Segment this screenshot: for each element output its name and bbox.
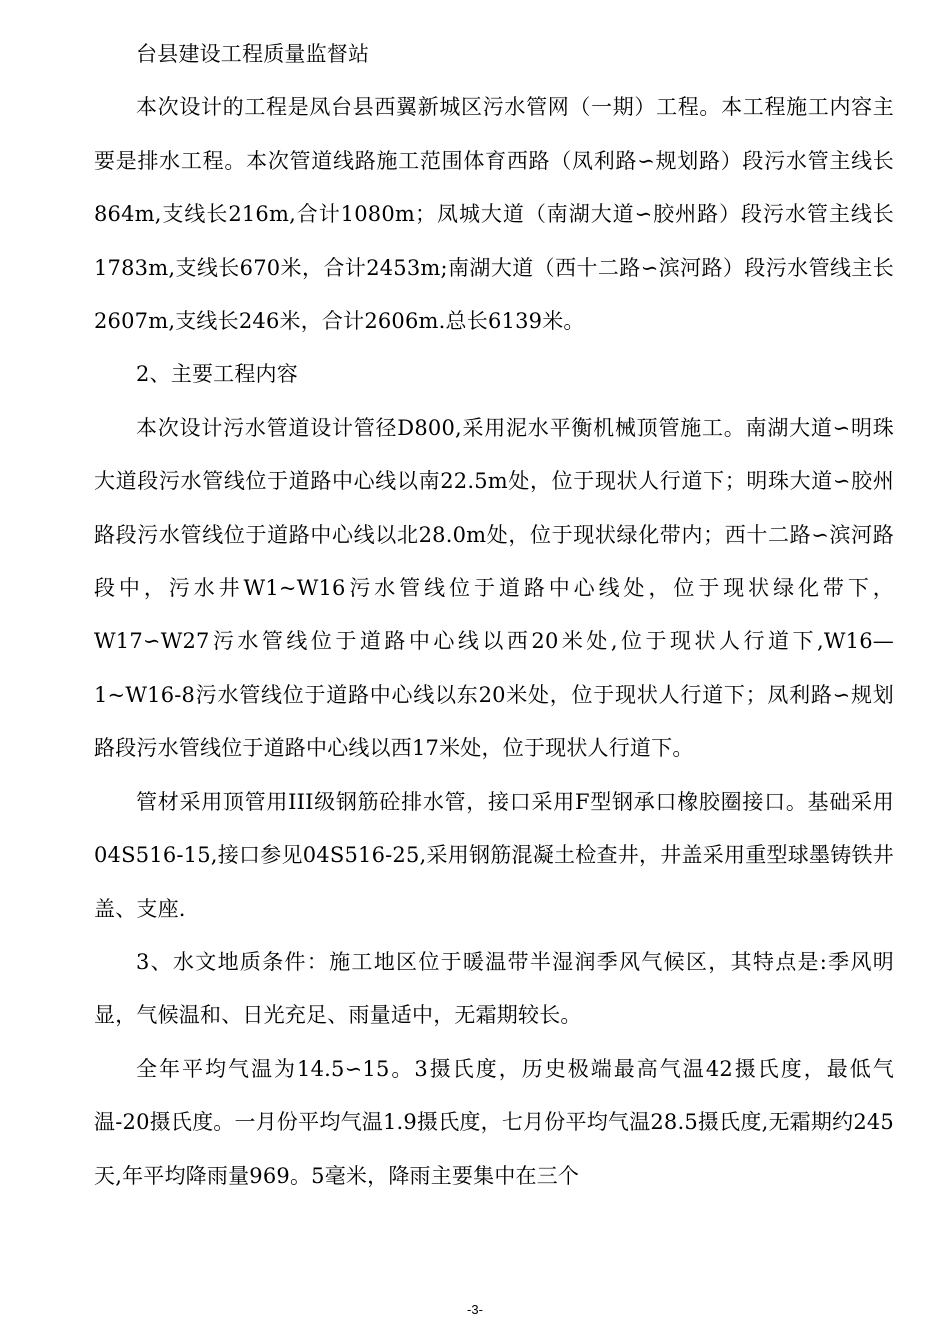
paragraph-hydrogeology: 3、水文地质条件：施工地区位于暖温带半湿润季风气候区，其特点是:季风明显，气候温和、日光充足、雨量适中，无霜期较长。 bbox=[94, 949, 894, 1028]
paragraph-climate: 全年平均气温为14.5∽15。3摄氏度，历史极端最高气温42摄氏度，最低气温-20摄氏度。一月份平均气温1.9摄氏度，七月份平均气温28.5摄氏度,无霜期约245天,年平均降雨量969。5毫米，降雨主要集中在三个 bbox=[94, 1056, 894, 1188]
paragraph-pipeline-design: 本次设计污水管道设计管径D800,采用泥水平衡机械顶管施工。南湖大道∽明珠大道段污水管线位于道路中心线以南22.5m处，位于现状人行道下；明珠大道∽胶州路段污水管线位于道路中心线以北28.0m处，位于现状绿化带内；西十二路∽滨河路段中，污水井W1~W16污水管线位于道路中心线处，位于现状绿化带下，W17∽W27污水管线位于道路中心线以西20米处,位于现状人行道下,W16—1~W16-8污水管线位于道路中心线以东20米处，位于现状人行道下；凤利路∽规划路段污水管线位于道路中心线以西17米处，位于现状人行道下。 bbox=[94, 415, 894, 761]
paragraph-project-overview: 本次设计的工程是凤台县西翼新城区污水管网（一期）工程。本工程施工内容主要是排水工程。本次管道线路施工范围体育西路（凤利路∽规划路）段污水管主线长864m,支线长216m,合计1080m；凤城大道（南湖大道∽胶州路）段污水管主线长1783m,支线长670米，合计2453m;南湖大道（西十二路∽滨河路）段污水管线主长2607m,支线长246米，合计2606m.总长6139米。 bbox=[94, 95, 894, 334]
org-name-line: 台县建设工程质量监督站 bbox=[136, 42, 370, 66]
body-text bbox=[94, 28, 894, 1203]
page-number: -3- bbox=[467, 1302, 483, 1317]
paragraph-materials: 管材采用顶管用III级钢筋砼排水管，接口采用F型钢承口橡胶圈接口。基础采用04S516-15,接口参见04S516-25,采用钢筋混凝土检查井，井盖采用重型球墨铸铁井盖、支座. bbox=[94, 789, 894, 921]
section-heading-main-content: 2、主要工程内容 bbox=[136, 362, 298, 387]
